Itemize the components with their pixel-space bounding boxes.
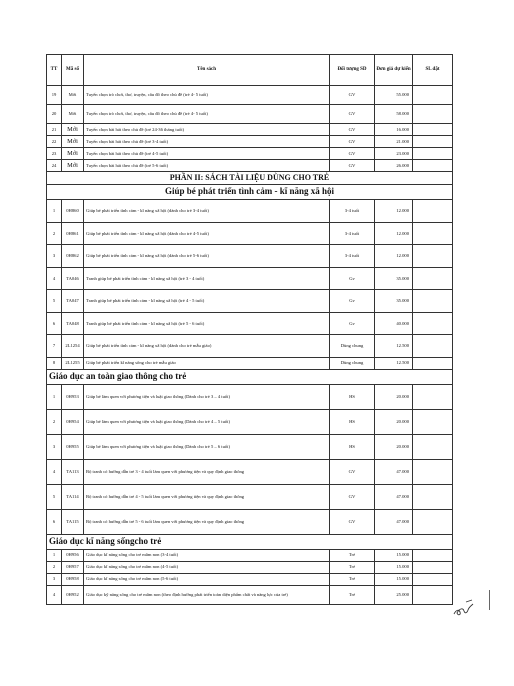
- section3-title: Giáo dục kĩ năng sốngcho trẻ: [47, 534, 453, 549]
- cell-sl[interactable]: [413, 245, 453, 268]
- cell-tt: 24: [47, 160, 62, 172]
- cell-ma: 0H957: [62, 561, 84, 573]
- part-title-row: [47, 172, 453, 185]
- cell-ma: TA046: [62, 267, 84, 290]
- cell-doi-tuong: 3-4 tuổi: [330, 222, 375, 245]
- table-row: [47, 222, 453, 245]
- cell-ten: Tuyển chọn bài hát theo chủ đề (trẻ 5-6 tuổi): [84, 160, 330, 172]
- cell-tt: 7: [47, 335, 62, 358]
- cell-ma: Mới: [62, 160, 84, 172]
- cell-ten: Giáo dục kĩ năng sống cho trẻ mầm non (4-5 tuổi): [84, 561, 330, 573]
- cell-gia: 58.000: [375, 105, 413, 124]
- cell-tt: 3: [47, 573, 62, 585]
- header-tt: TT: [47, 55, 62, 86]
- cell-ma: 0H955: [62, 434, 84, 459]
- cell-gia: 20.000: [375, 409, 413, 434]
- cell-tt: 1: [47, 384, 62, 409]
- table-header-row: [47, 55, 453, 86]
- cell-gia: 23.000: [375, 148, 413, 160]
- cell-ten: Giúp bé phát triển tình cảm - kĩ năng xã hội (dành cho trẻ 4-5 tuổi): [84, 222, 330, 245]
- cell-sl[interactable]: [413, 357, 453, 369]
- section1-title: Giúp bé phát triển tình cảm - kĩ năng xã hội: [47, 185, 453, 200]
- table-row: [47, 200, 453, 223]
- cell-gia: 20.000: [375, 384, 413, 409]
- section2-title: Giáo dục an toàn giao thông cho trẻ: [47, 369, 453, 384]
- cell-ma: 2L1255: [62, 357, 84, 369]
- cell-tt: 6: [47, 312, 62, 335]
- cell-sl[interactable]: [413, 290, 453, 313]
- cell-sl[interactable]: [413, 573, 453, 585]
- cell-doi-tuong: Trẻ: [330, 585, 375, 604]
- cell-gia: 55.000: [375, 86, 413, 105]
- table-row: [47, 245, 453, 268]
- cell-tt: 2: [47, 561, 62, 573]
- cell-ma: Mới: [62, 86, 84, 105]
- cell-doi-tuong: GV: [330, 105, 375, 124]
- cell-gia: 15.000: [375, 549, 413, 561]
- cell-doi-tuong: Dùng chung: [330, 357, 375, 369]
- cell-ten: Giúp bé làm quen với phương tiện và luật giao thông (Dành cho trẻ 5 – 6 tuổi): [84, 434, 330, 459]
- table-row: [47, 573, 453, 585]
- cell-ten: Giúp bé phát triển tình cảm - kĩ năng xã hội (dành cho trẻ 3-4 tuổi): [84, 200, 330, 223]
- table-row: [47, 434, 453, 459]
- cell-tt: 4: [47, 459, 62, 484]
- cell-gia: 20.000: [375, 434, 413, 459]
- cell-sl[interactable]: [413, 585, 453, 604]
- section-title-row: [47, 534, 453, 549]
- cell-ma: 0H958: [62, 573, 84, 585]
- section-title-row: [47, 369, 453, 384]
- cell-sl[interactable]: [413, 434, 453, 459]
- cell-ma: Mới: [62, 124, 84, 136]
- cell-sl[interactable]: [413, 86, 453, 105]
- cell-tt: 3: [47, 434, 62, 459]
- cell-sl[interactable]: [413, 561, 453, 573]
- book-order-table: [46, 54, 453, 605]
- table-row: [47, 409, 453, 434]
- part2-title: PHẦN II: SÁCH TÀI LIỆU DÙNG CHO TRẺ: [47, 172, 453, 185]
- section-title-row: [47, 185, 453, 200]
- cell-ten: Tranh giúp bé phát triển tình cảm - kĩ năng xã hội (trẻ 4 - 5 tuổi): [84, 290, 330, 313]
- cell-sl[interactable]: [413, 384, 453, 409]
- signature-mark-icon: [452, 598, 474, 620]
- cell-doi-tuong: GV: [330, 484, 375, 509]
- cell-ten: Giúp bé làm quen với phương tiện và luật giao thông (Dành cho trẻ 4 – 5 tuổi): [84, 409, 330, 434]
- cell-ten: Tuyển chọn trò chơi, thơ, truyện, câu đố theo chủ đề (trẻ 4- 5 tuổi): [84, 86, 330, 105]
- cell-ten: Giúp bé làm quen với phương tiện và luật giao thông (Dành cho trẻ 3 – 4 tuổi): [84, 384, 330, 409]
- cell-tt: 4: [47, 585, 62, 604]
- cell-gia: 47.000: [375, 509, 413, 534]
- cell-sl[interactable]: [413, 200, 453, 223]
- cell-ma: Mới: [62, 105, 84, 124]
- cell-doi-tuong: Trẻ: [330, 561, 375, 573]
- cell-sl[interactable]: [413, 148, 453, 160]
- cell-ten: Giáo dục kĩ năng sống cho trẻ mầm non (3-4 tuổi): [84, 549, 330, 561]
- cell-tt: 5: [47, 290, 62, 313]
- cell-doi-tuong: GV: [330, 148, 375, 160]
- cell-ten: Giáo dục kỹ năng sống cho trẻ mầm non (theo định hướng phát triển toàn diện phẩm chất và năng lực của trẻ): [84, 585, 330, 604]
- cell-ma: Mới: [62, 136, 84, 148]
- cell-ma: 0H861: [62, 222, 84, 245]
- cell-ten: Tuyển chọn bài hát theo chủ đề (trẻ 3-4 tuổi): [84, 136, 330, 148]
- table-row: [47, 105, 453, 124]
- cell-doi-tuong: Gv: [330, 290, 375, 313]
- table-row: [47, 148, 453, 160]
- cell-sl[interactable]: [413, 136, 453, 148]
- cell-ten: Tuyển chọn bài hát theo chủ đề (trẻ 24-36 tháng tuổi): [84, 124, 330, 136]
- cell-tt: 2: [47, 409, 62, 434]
- cell-doi-tuong: HS: [330, 384, 375, 409]
- cell-gia: 40.000: [375, 312, 413, 335]
- cell-sl[interactable]: [413, 124, 453, 136]
- cell-doi-tuong: Trẻ: [330, 549, 375, 561]
- table-row: [47, 459, 453, 484]
- cell-ten: Bộ tranh có hướng dẫn trẻ 4 - 5 tuổi làm quen với phương tiện và quy định giao thông: [84, 484, 330, 509]
- cell-sl[interactable]: [413, 312, 453, 335]
- cell-gia: 12.000: [375, 245, 413, 268]
- cell-sl[interactable]: [413, 160, 453, 172]
- cell-gia: 35.000: [375, 267, 413, 290]
- cell-sl[interactable]: [413, 335, 453, 358]
- cell-sl[interactable]: [413, 222, 453, 245]
- cell-tt: 21: [47, 124, 62, 136]
- cell-gia: 12.500: [375, 357, 413, 369]
- cell-doi-tuong: 3-4 tuổi: [330, 200, 375, 223]
- cell-gia: 26.000: [375, 160, 413, 172]
- cell-ma: TA113: [62, 459, 84, 484]
- cell-gia: 25.000: [375, 585, 413, 604]
- cell-gia: 15.000: [375, 561, 413, 573]
- cell-tt: 23: [47, 148, 62, 160]
- cell-sl[interactable]: [413, 509, 453, 534]
- cell-tt: 1: [47, 200, 62, 223]
- cell-ten: Tuyển chọn bài hát theo chủ đề (trẻ 4-5 tuổi): [84, 148, 330, 160]
- cell-tt: 19: [47, 86, 62, 105]
- cell-gia: 47.000: [375, 484, 413, 509]
- cell-gia: 12.000: [375, 200, 413, 223]
- cell-sl[interactable]: [413, 459, 453, 484]
- table-row: [47, 290, 453, 313]
- header-ten-sach: Tên sách: [84, 55, 330, 86]
- cell-gia: 12.500: [375, 335, 413, 358]
- table-row: [47, 312, 453, 335]
- cell-ten: Giúp bé phát triển tình cảm - kĩ năng xã hội (dành cho trẻ mẫu giáo): [84, 335, 330, 358]
- cell-gia: 35.000: [375, 290, 413, 313]
- cell-gia: 15.000: [375, 573, 413, 585]
- cell-tt: 2: [47, 222, 62, 245]
- cell-ten: Tranh giúp bé phát triển tình cảm - kĩ năng xã hội (trẻ 5 - 6 tuổi): [84, 312, 330, 335]
- header-don-gia: Đơn giá dự kiến: [375, 55, 413, 86]
- cell-tt: 4: [47, 267, 62, 290]
- cell-ten: Bộ tranh có hướng dẫn trẻ 5 - 6 tuổi làm quen với phương tiện và quy định giao thông: [84, 509, 330, 534]
- table-row: [47, 509, 453, 534]
- cell-sl[interactable]: [413, 484, 453, 509]
- cell-doi-tuong: Gv: [330, 312, 375, 335]
- cell-ten: Bộ tranh có hướng dẫn trẻ 3 - 4 tuổi làm quen với phương tiện và quy định giao thông: [84, 459, 330, 484]
- cell-doi-tuong: GV: [330, 459, 375, 484]
- table-row: [47, 160, 453, 172]
- cell-doi-tuong: HS: [330, 409, 375, 434]
- cell-tt: 3: [47, 245, 62, 268]
- cell-doi-tuong: GV: [330, 509, 375, 534]
- cell-doi-tuong: Trẻ: [330, 573, 375, 585]
- cell-sl[interactable]: [413, 549, 453, 561]
- cell-gia: 16.000: [375, 124, 413, 136]
- cell-doi-tuong: Gv: [330, 267, 375, 290]
- cell-doi-tuong: 3-4 tuổi: [330, 245, 375, 268]
- header-sl-dat: SL đặt: [413, 55, 453, 86]
- cell-ma: 0H862: [62, 245, 84, 268]
- cell-doi-tuong: Dùng chung: [330, 335, 375, 358]
- cell-ma: TA048: [62, 312, 84, 335]
- cell-tt: 22: [47, 136, 62, 148]
- table-row: [47, 357, 453, 369]
- cell-gia: 47.000: [375, 459, 413, 484]
- cell-tt: 6: [47, 509, 62, 534]
- cell-gia: 21.000: [375, 136, 413, 148]
- header-doi-tuong: Đối tượng SD: [330, 55, 375, 86]
- cell-ma: 2L1254: [62, 335, 84, 358]
- cell-sl[interactable]: [413, 267, 453, 290]
- header-ma-so: Mã số: [62, 55, 84, 86]
- cell-ma: TA115: [62, 509, 84, 534]
- cell-ma: Mới: [62, 148, 84, 160]
- cell-ma: 0H953: [62, 384, 84, 409]
- cell-ten: Giúp bé phát triển kĩ năng sống cho trẻ mẫu giáo: [84, 357, 330, 369]
- table-row: [47, 549, 453, 561]
- cell-ma: 0H860: [62, 200, 84, 223]
- table-row: [47, 384, 453, 409]
- cell-ma: TA114: [62, 484, 84, 509]
- cell-ma: 0H954: [62, 409, 84, 434]
- table-row: [47, 484, 453, 509]
- cell-tt: 5: [47, 484, 62, 509]
- cell-ten: Tuyển chọn trò chơi, thơ, truyện, câu đố theo chủ đề (trẻ 4- 5 tuổi): [84, 105, 330, 124]
- cell-doi-tuong: GV: [330, 160, 375, 172]
- cell-doi-tuong: GV: [330, 136, 375, 148]
- table-row: [47, 267, 453, 290]
- cell-gia: 12.000: [375, 222, 413, 245]
- cell-ma: 0H956: [62, 549, 84, 561]
- cell-ma: TA047: [62, 290, 84, 313]
- cell-ma: 0H952: [62, 585, 84, 604]
- margin-line: [489, 590, 490, 610]
- cell-sl[interactable]: [413, 409, 453, 434]
- table-row: [47, 335, 453, 358]
- cell-doi-tuong: HS: [330, 434, 375, 459]
- table-row: [47, 86, 453, 105]
- cell-ten: Tranh giúp bé phát triển tình cảm - kĩ năng xã hội (trẻ 3 - 4 tuổi): [84, 267, 330, 290]
- cell-doi-tuong: GV: [330, 86, 375, 105]
- table-row: [47, 585, 453, 604]
- table-row: [47, 561, 453, 573]
- cell-tt: 20: [47, 105, 62, 124]
- cell-tt: 1: [47, 549, 62, 561]
- table-row: [47, 124, 453, 136]
- cell-ten: Giúp bé phát triển tình cảm - kĩ năng xã hội (dành cho trẻ 5-6 tuổi): [84, 245, 330, 268]
- cell-ten: Giáo dục kĩ năng sống cho trẻ mầm non (5-6 tuổi): [84, 573, 330, 585]
- table-row: [47, 136, 453, 148]
- cell-doi-tuong: GV: [330, 124, 375, 136]
- cell-sl[interactable]: [413, 105, 453, 124]
- cell-tt: 8: [47, 357, 62, 369]
